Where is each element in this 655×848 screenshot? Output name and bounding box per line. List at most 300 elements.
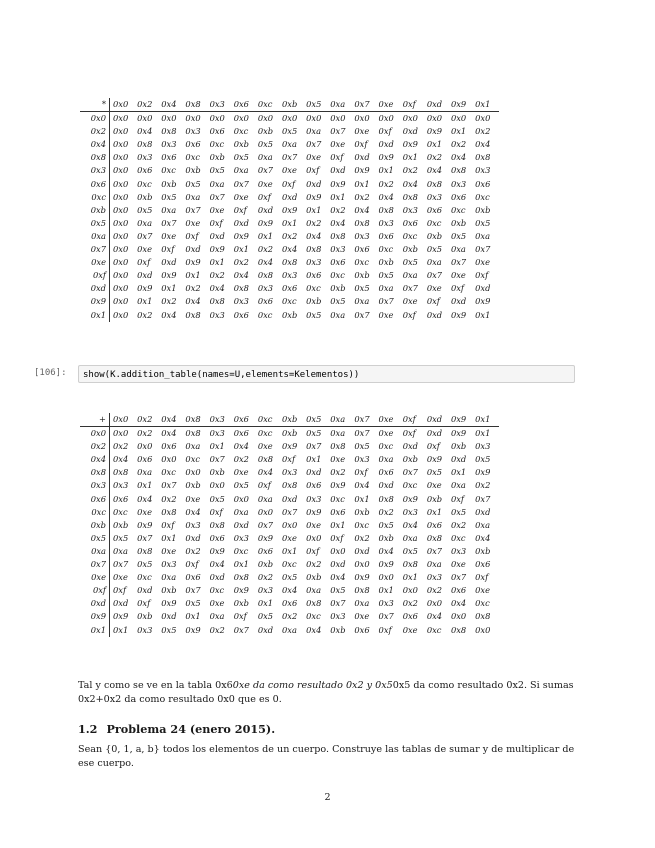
table-cell: 0x9 <box>137 519 153 530</box>
table-cell: 0xd <box>281 191 298 202</box>
table-row <box>80 493 499 506</box>
code-input[interactable]: show(K.addition_table(names=U,elements=Kelementos)) <box>78 365 575 383</box>
table-cell: 0x3 <box>378 598 394 609</box>
column-header: 0xa <box>330 98 354 112</box>
table-cell: 0x3 <box>330 244 346 255</box>
table-cell: 0xa <box>378 283 394 294</box>
table-cell: 0x5 <box>378 270 394 281</box>
table-cell: 0x2 <box>306 559 322 570</box>
table-cell: 0x7 <box>378 296 394 307</box>
column-header: 0x9 <box>451 413 475 427</box>
table-cell: 0x9 <box>137 283 153 294</box>
table-cell: 0x4 <box>281 244 298 255</box>
table-cell: 0x3 <box>475 441 491 452</box>
table-cell: 0x5 <box>233 480 249 491</box>
row-header: 0xf <box>80 584 110 597</box>
table-row <box>80 256 499 269</box>
table-cell: 0xb <box>330 283 346 294</box>
table-cell: 0x1 <box>378 585 394 596</box>
table-cell: 0x4 <box>402 178 418 189</box>
table-cell: 0x3 <box>426 191 443 202</box>
table-cell: 0x1 <box>209 441 225 452</box>
table-cell: 0x0 <box>354 113 370 124</box>
table-cell: 0x8 <box>306 244 322 255</box>
table-cell: 0x5 <box>281 126 298 137</box>
table-cell: 0x0 <box>161 454 177 465</box>
table-cell: 0xe <box>233 191 249 202</box>
table-cell: 0xb <box>402 244 418 255</box>
table-cell: 0xd <box>233 519 249 530</box>
table-cell: 0x6 <box>354 244 370 255</box>
table-cell: 0xb <box>402 454 418 465</box>
table-cell: 0xe <box>450 270 466 281</box>
table-row <box>80 479 499 492</box>
table-cell: 0x8 <box>475 152 491 163</box>
table-row <box>80 571 499 584</box>
table-cell: 0x3 <box>185 519 201 530</box>
table-cell: 0x6 <box>354 624 370 635</box>
table-row <box>80 558 499 571</box>
table-cell: 0x4 <box>113 454 129 465</box>
table-cell: 0x1 <box>209 257 225 268</box>
table-row <box>80 597 499 610</box>
table-cell: 0x0 <box>113 283 129 294</box>
table-cell: 0x0 <box>426 113 443 124</box>
table-cell: 0xa <box>330 428 346 439</box>
table-cell: 0xe <box>113 572 128 583</box>
table-cell: 0x8 <box>281 480 298 491</box>
table-cell: 0xa <box>137 217 153 228</box>
table-cell: 0x0 <box>233 113 249 124</box>
table-cell: 0x9 <box>209 244 225 255</box>
table-cell: 0x8 <box>306 598 322 609</box>
table-cell: 0x5 <box>306 309 322 320</box>
table-cell: 0x8 <box>450 165 467 176</box>
table-cell: 0x5 <box>475 217 491 228</box>
table-cell: 0x7 <box>306 139 322 150</box>
table-row <box>80 506 499 519</box>
table-cell: 0x7 <box>330 598 346 609</box>
table-cell: 0x7 <box>378 611 394 622</box>
table-cell: 0xe <box>185 493 201 504</box>
table-cell: 0xa <box>402 532 418 543</box>
table-row <box>80 532 499 545</box>
column-header: 0x4 <box>161 413 185 427</box>
table-cell: 0xd <box>475 283 491 294</box>
table-cell: 0xd <box>137 585 153 596</box>
table-cell: 0x2 <box>233 257 249 268</box>
table-cell: 0xd <box>402 126 418 137</box>
table-cell: 0x2 <box>113 441 129 452</box>
table-cell: 0xc <box>475 191 490 202</box>
row-header: 0x8 <box>80 151 110 164</box>
table-cell: 0xa <box>233 165 249 176</box>
table-cell: 0x2 <box>450 519 467 530</box>
multiplication-table <box>80 98 499 322</box>
table-cell: 0x5 <box>475 454 491 465</box>
table-cell: 0x0 <box>475 113 491 124</box>
table-row <box>80 178 499 191</box>
table-cell: 0xa <box>450 480 466 491</box>
table-cell: 0xc <box>330 493 345 504</box>
table-row <box>80 125 499 138</box>
table-cell: 0x0 <box>113 126 129 137</box>
row-header: 0x0 <box>80 427 110 441</box>
table-cell: 0x0 <box>402 585 418 596</box>
table-cell: 0x1 <box>281 545 298 556</box>
table-cell: 0xd <box>209 230 225 241</box>
table-cell: 0xb <box>450 217 467 228</box>
row-header: 0x3 <box>80 164 110 177</box>
table-cell: 0xa <box>113 545 128 556</box>
table-cell: 0x4 <box>185 506 201 517</box>
table-cell: 0xe <box>426 480 442 491</box>
table-cell: 0xd <box>209 572 225 583</box>
table-row <box>80 519 499 532</box>
table-cell: 0xf <box>330 152 344 163</box>
table-cell: 0x6 <box>281 598 298 609</box>
table-cell: 0x5 <box>354 441 370 452</box>
table-cell: 0x8 <box>185 428 201 439</box>
table-cell: 0x3 <box>257 585 274 596</box>
table-cell: 0x5 <box>450 230 467 241</box>
table-cell: 0xb <box>161 585 177 596</box>
table-cell: 0xb <box>185 165 201 176</box>
table-cell: 0x8 <box>257 270 274 281</box>
table-cell: 0x0 <box>113 165 129 176</box>
table-cell: 0xf <box>185 230 199 241</box>
table-cell: 0x8 <box>330 441 346 452</box>
table-cell: 0xf <box>426 296 440 307</box>
table-cell: 0xf <box>354 467 368 478</box>
table-cell: 0x4 <box>475 532 491 543</box>
row-header: 0xa <box>80 230 110 243</box>
table-cell: 0xc <box>354 257 370 268</box>
table-cell: 0x4 <box>209 283 225 294</box>
table-cell: 0xa <box>161 572 177 583</box>
table-cell: 0x0 <box>450 611 467 622</box>
table-cell: 0xc <box>233 545 249 556</box>
table-cell: 0x2 <box>257 244 274 255</box>
table-cell: 0x0 <box>450 113 467 124</box>
table-cell: 0x9 <box>161 270 177 281</box>
table-cell: 0x1 <box>354 178 370 189</box>
table-cell: 0xf <box>113 585 127 596</box>
table-cell: 0xc <box>281 559 297 570</box>
column-header: 0x6 <box>234 98 258 112</box>
table-row <box>80 151 499 164</box>
table-cell: 0x7 <box>281 506 298 517</box>
table-cell: 0x4 <box>233 441 249 452</box>
table-cell: 0xf <box>330 532 344 543</box>
table-cell: 0x3 <box>233 296 249 307</box>
table-cell: 0x7 <box>137 230 153 241</box>
table-cell: 0xe <box>209 598 225 609</box>
table-cell: 0x6 <box>161 152 177 163</box>
table-row <box>80 427 499 441</box>
table-cell: 0xf <box>475 270 489 281</box>
table-cell: 0xe <box>475 585 490 596</box>
table-cell: 0xe <box>161 545 177 556</box>
table-cell: 0xf <box>209 506 223 517</box>
table-cell: 0xf <box>306 545 320 556</box>
table-cell: 0x1 <box>137 480 153 491</box>
table-cell: 0xc <box>450 204 466 215</box>
table-cell: 0x4 <box>475 139 491 150</box>
table-cell: 0x3 <box>161 559 177 570</box>
table-cell: 0xb <box>161 178 177 189</box>
table-cell: 0x0 <box>137 113 153 124</box>
table-cell: 0x0 <box>113 244 129 255</box>
table-cell: 0x2 <box>161 296 177 307</box>
table-cell: 0xe <box>233 467 249 478</box>
table-cell: 0x0 <box>402 113 418 124</box>
column-header: 0x2 <box>137 98 161 112</box>
table-cell: 0x9 <box>185 257 201 268</box>
row-header: 0x0 <box>80 112 110 126</box>
table-cell: 0x2 <box>257 572 274 583</box>
table-cell: 0x9 <box>354 165 370 176</box>
table-cell: 0x4 <box>330 572 346 583</box>
table-cell: 0x9 <box>402 493 418 504</box>
table-cell: 0x0 <box>113 270 129 281</box>
column-header: 0xb <box>282 413 306 427</box>
table-cell: 0x7 <box>426 545 443 556</box>
table-cell: 0x4 <box>161 309 177 320</box>
table-cell: 0x0 <box>137 441 153 452</box>
table-cell: 0x8 <box>137 139 153 150</box>
table-cell: 0x8 <box>209 296 225 307</box>
row-header: 0x7 <box>80 243 110 256</box>
table-cell: 0x6 <box>426 519 443 530</box>
table-cell: 0xc <box>161 467 176 478</box>
table-row <box>80 217 499 230</box>
table-cell: 0x6 <box>450 585 467 596</box>
table-cell: 0x6 <box>330 257 346 268</box>
table-cell: 0x1 <box>450 467 467 478</box>
table-cell: 0xd <box>450 296 467 307</box>
table-cell: 0x8 <box>233 283 249 294</box>
table-cell: 0x9 <box>426 126 443 137</box>
table-cell: 0xb <box>378 257 394 268</box>
table-cell: 0xc <box>185 152 201 163</box>
table-cell: 0x0 <box>330 113 346 124</box>
table-cell: 0x5 <box>137 204 153 215</box>
table-cell: 0xe <box>306 519 321 530</box>
explanation-paragraph <box>78 679 583 707</box>
table-cell: 0x2 <box>161 493 177 504</box>
table-cell: 0xd <box>257 204 274 215</box>
table-cell: 0x3 <box>113 480 129 491</box>
table-cell: 0x4 <box>209 559 225 570</box>
table-row <box>80 584 499 597</box>
table-cell: 0xb <box>306 296 322 307</box>
table-cell: 0xc <box>402 230 418 241</box>
table-cell: 0x1 <box>185 611 201 622</box>
table-cell: 0xa <box>306 585 322 596</box>
table-cell: 0x3 <box>402 204 418 215</box>
table-cell: 0x1 <box>475 309 491 320</box>
table-cell: 0x4 <box>378 545 394 556</box>
table-cell: 0x6 <box>161 441 177 452</box>
table-cell: 0x5 <box>257 139 274 150</box>
table-cell: 0xf <box>233 611 247 622</box>
table-cell: 0xd <box>330 165 346 176</box>
table-cell: 0x7 <box>354 309 370 320</box>
table-cell: 0xb <box>185 480 201 491</box>
table-cell: 0x2 <box>137 428 153 439</box>
addition-table <box>80 413 499 637</box>
table-cell: 0x2 <box>378 178 394 189</box>
table-row <box>80 204 499 217</box>
table-cell: 0x5 <box>426 244 443 255</box>
row-header: 0x4 <box>80 453 110 466</box>
table-cell: 0x7 <box>450 257 467 268</box>
table-row <box>80 545 499 558</box>
table-cell: 0x0 <box>113 139 129 150</box>
table-cell: 0xa <box>475 230 491 241</box>
column-header: 0xb <box>282 98 306 112</box>
table-cell: 0x7 <box>330 126 346 137</box>
table-cell: 0xc <box>257 309 273 320</box>
table-cell: 0x5 <box>306 428 322 439</box>
table-cell: 0xa <box>185 441 201 452</box>
table-cell: 0x1 <box>306 204 322 215</box>
row-header: 0x2 <box>80 440 110 453</box>
table-cell: 0xe <box>330 454 346 465</box>
table-cell: 0xe <box>378 309 394 320</box>
table-cell: 0x1 <box>233 244 249 255</box>
table-cell: 0x5 <box>161 624 177 635</box>
table-row <box>80 282 499 295</box>
table-cell: 0xf <box>402 309 416 320</box>
table-cell: 0x4 <box>426 611 443 622</box>
table-cell: 0xd <box>378 480 394 491</box>
table-cell: 0x7 <box>161 217 177 228</box>
table-cell: 0x5 <box>185 178 201 189</box>
row-header: 0x4 <box>80 138 110 151</box>
column-header: 0xd <box>427 413 451 427</box>
table-cell: 0x7 <box>475 493 491 504</box>
table-cell: 0x3 <box>161 139 177 150</box>
table-cell: 0x7 <box>185 585 201 596</box>
table-cell: 0x9 <box>475 296 491 307</box>
table-cell: 0xc <box>450 532 466 543</box>
table-cell: 0x0 <box>378 572 394 583</box>
table-row <box>80 230 499 243</box>
table-cell: 0xc <box>306 283 321 294</box>
table-cell: 0x0 <box>113 204 129 215</box>
table-cell: 0x9 <box>257 217 274 228</box>
column-header: 0x5 <box>306 98 330 112</box>
table-row <box>80 243 499 256</box>
table-cell: 0x2 <box>209 270 225 281</box>
table-cell: 0x6 <box>257 296 274 307</box>
table-header-row <box>80 413 499 427</box>
table-cell: 0xe <box>402 296 418 307</box>
table-cell: 0x6 <box>402 611 418 622</box>
table-cell: 0x8 <box>113 467 129 478</box>
table-cell: 0xd <box>426 309 443 320</box>
table-cell: 0xb <box>330 624 346 635</box>
paragraph-text-italic: 0xe da como resultado 0x2 y 0x5 <box>232 680 393 691</box>
table-cell: 0x7 <box>113 559 129 570</box>
table-cell: 0x8 <box>426 532 443 543</box>
table-row <box>80 610 499 623</box>
table-cell: 0x0 <box>113 178 129 189</box>
table-cell: 0xa <box>426 559 442 570</box>
page-number: 2 <box>324 792 331 803</box>
table-cell: 0x2 <box>426 585 443 596</box>
table-cell: 0xe <box>257 178 273 189</box>
row-header: 0xc <box>80 191 110 204</box>
table-cell: 0xd <box>257 624 274 635</box>
column-header: 0xe <box>379 413 403 427</box>
table-cell: 0x2 <box>475 480 491 491</box>
table-cell: 0x5 <box>354 283 370 294</box>
table-cell: 0x3 <box>330 611 346 622</box>
column-header: 0x2 <box>137 413 161 427</box>
table-cell: 0x0 <box>306 113 322 124</box>
table-cell: 0x1 <box>402 572 418 583</box>
table-cell: 0xf <box>378 126 392 137</box>
table-cell: 0xd <box>426 428 443 439</box>
table-cell: 0xf <box>306 165 320 176</box>
table-cell: 0x1 <box>426 139 443 150</box>
table-cell: 0xa <box>257 493 273 504</box>
table-cell: 0x8 <box>378 493 394 504</box>
table-cell: 0xa <box>378 454 394 465</box>
table-cell: 0xf <box>475 572 489 583</box>
table-cell: 0x7 <box>257 165 274 176</box>
table-cell: 0xe <box>378 428 394 439</box>
table-cell: 0x8 <box>209 519 225 530</box>
table-cell: 0x0 <box>113 428 129 439</box>
table-cell: 0xb <box>233 598 249 609</box>
table-row <box>80 624 499 637</box>
table-cell: 0x0 <box>113 113 129 124</box>
table-cell: 0xd <box>354 545 370 556</box>
table-cell: 0x8 <box>137 545 153 556</box>
row-header: 0x8 <box>80 466 110 479</box>
table-cell: 0xf <box>426 441 440 452</box>
table-cell: 0xd <box>161 611 177 622</box>
table-cell: 0xf <box>257 480 271 491</box>
table-cell: 0x1 <box>161 283 177 294</box>
table-cell: 0x8 <box>161 126 177 137</box>
table-cell: 0x6 <box>306 480 322 491</box>
table-cell: 0x2 <box>450 139 467 150</box>
table-cell: 0x2 <box>330 467 346 478</box>
table-cell: 0x7 <box>185 204 201 215</box>
table-cell: 0x2 <box>209 624 225 635</box>
table-cell: 0x0 <box>257 506 274 517</box>
table-cell: 0xd <box>306 178 322 189</box>
table-cell: 0xf <box>281 454 296 465</box>
table-cell: 0xa <box>257 152 273 163</box>
column-header: 0xc <box>258 413 282 427</box>
section-title: Problema 24 (enero 2015). <box>106 722 276 736</box>
table-cell: 0x0 <box>330 545 346 556</box>
row-header: 0xd <box>80 282 110 295</box>
table-cell: 0x0 <box>281 519 298 530</box>
table-cell: 0x1 <box>330 191 346 202</box>
column-header: 0x1 <box>475 413 499 427</box>
table-cell: 0x7 <box>161 480 177 491</box>
table-cell: 0x8 <box>330 230 346 241</box>
table-cell: 0xf <box>402 428 416 439</box>
table-cell: 0x6 <box>378 467 394 478</box>
